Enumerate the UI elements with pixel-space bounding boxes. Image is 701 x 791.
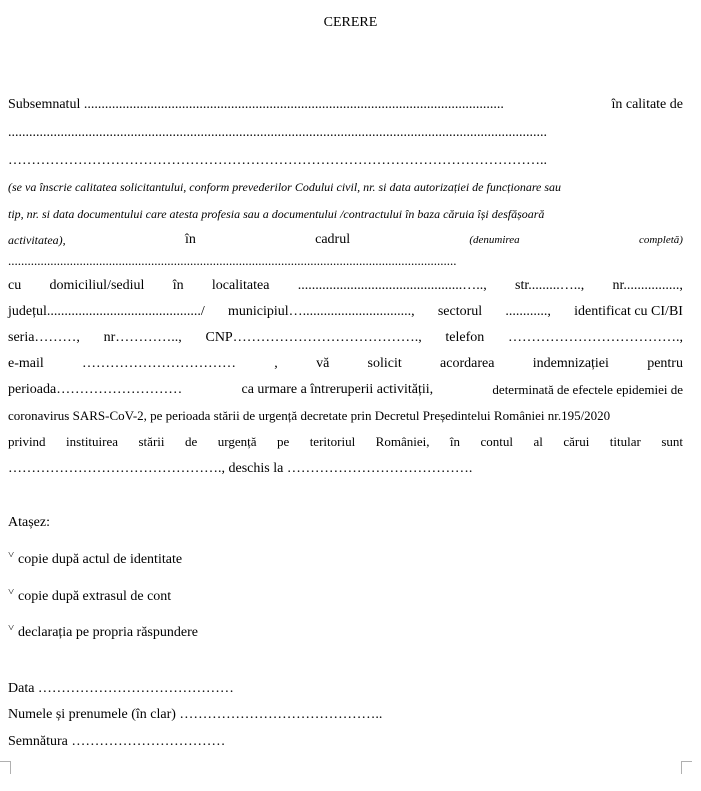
signature-line: Semnătura ……………………………	[8, 734, 226, 749]
word: pentru	[647, 356, 683, 371]
attachment-label: copie după actul de identitate	[18, 552, 183, 567]
word: instituirea	[66, 434, 119, 449]
word: urgență	[217, 434, 257, 449]
word: în	[184, 232, 196, 247]
line-perioada	[8, 381, 683, 399]
numar-field: nr................,	[612, 278, 683, 293]
checkmark-icon: ˅	[8, 586, 15, 598]
sector-field: ............,	[505, 304, 551, 319]
word: completă)	[638, 234, 683, 246]
line-judet	[8, 303, 683, 321]
line-dots-1: ..........................................................................................................................................................	[8, 125, 547, 140]
word: determinată de efectele epidemiei de	[492, 382, 683, 397]
word: e-mail	[8, 356, 44, 371]
attachment-item	[8, 588, 171, 606]
word: domiciliul/sediul	[49, 278, 145, 293]
line-dots-3: ..........................................................................................................................................	[8, 253, 457, 268]
seria-field: seria………,	[8, 330, 80, 345]
word: teritoriul	[309, 434, 356, 449]
word: solicit	[367, 356, 402, 371]
word: titular	[609, 434, 641, 449]
localitate-field: ...............................................…..,	[297, 278, 487, 293]
word: stării	[138, 434, 165, 449]
line-serie	[8, 329, 683, 347]
name-line: Numele și prenumele (în clar) ……………………………………..	[8, 707, 383, 722]
checkmark-icon: ˅	[8, 549, 15, 561]
word: cu	[8, 278, 22, 293]
instruction-line-1: (se va înscrie calitatea solicitantului, conform prevederilor Codului civil, nr. si data autorizației de funcționare sau	[8, 180, 562, 194]
attachment-item	[8, 624, 198, 642]
attachment-label: declarația pe propria răspundere	[18, 625, 198, 640]
page-corner-mark	[681, 761, 692, 774]
calitate-label: în calitate de	[611, 97, 683, 112]
instruction-line-2: tip, nr. si data documentului care atesta profesia sau a documentului /contractului în baza căruia își desfășoară	[8, 207, 545, 221]
word: ca urmare a întreruperii activității,	[241, 382, 434, 397]
nr-field: nr…………..,	[103, 330, 182, 345]
page-title: CERERE	[323, 15, 378, 30]
line-cont: ………………………………………., deschis la ………………………………….	[8, 461, 473, 476]
perioada-field: perioada………………………	[8, 382, 183, 397]
word: vă	[316, 356, 330, 371]
word: identificat cu CI/BI	[574, 304, 683, 319]
line-domiciliu	[8, 277, 683, 295]
word: în	[172, 278, 184, 293]
checkmark-icon: ˅	[8, 622, 15, 634]
cnp-field: CNP………………………………….,	[205, 330, 422, 345]
word: cadrul	[315, 232, 351, 247]
word: indemnizației	[532, 356, 609, 371]
word: sunt	[661, 434, 683, 449]
word: al	[533, 434, 543, 449]
word: localitatea	[211, 278, 270, 293]
word: de	[184, 434, 198, 449]
word: sectorul	[437, 304, 483, 319]
word: privind	[8, 434, 46, 449]
word: în	[449, 434, 461, 449]
instruction-line-3	[8, 231, 683, 249]
line-coronavirus: coronavirus SARS-CoV-2, pe perioada stării de urgență decretate prin Decretul Președintelui României nr.195/2020	[8, 408, 611, 423]
page-corner-mark	[0, 761, 11, 774]
word: (denumirea	[469, 234, 520, 246]
line-subsemnatul	[8, 96, 683, 114]
telefon-field: ……………………………….,	[507, 330, 683, 345]
attachments-heading: Atașez:	[8, 515, 50, 530]
word: pe	[276, 434, 290, 449]
attachment-label: copie după extrasul de cont	[18, 589, 172, 604]
attachment-item	[8, 551, 182, 569]
judet-field: județul............................................/	[8, 304, 205, 319]
municipiu-field: municipiul…...............................,	[227, 304, 415, 319]
word: activitatea),	[8, 233, 66, 247]
email-field: ……………………………	[82, 356, 237, 371]
line-email	[8, 355, 683, 373]
word: ,	[274, 356, 278, 371]
word: cărui	[563, 434, 590, 449]
word: României,	[375, 434, 430, 449]
word: contul	[480, 434, 514, 449]
word: acordarea	[440, 356, 495, 371]
line-dots-2: ……………………………………………………………………………………………………..	[8, 153, 547, 168]
strada-field: str.........…..,	[515, 278, 585, 293]
subsemnatul-field: Subsemnatul ........................................................................................................................	[8, 97, 504, 112]
word: telefon	[445, 330, 485, 345]
date-line: Data ……………………………………	[8, 681, 234, 696]
line-privind	[8, 433, 683, 451]
